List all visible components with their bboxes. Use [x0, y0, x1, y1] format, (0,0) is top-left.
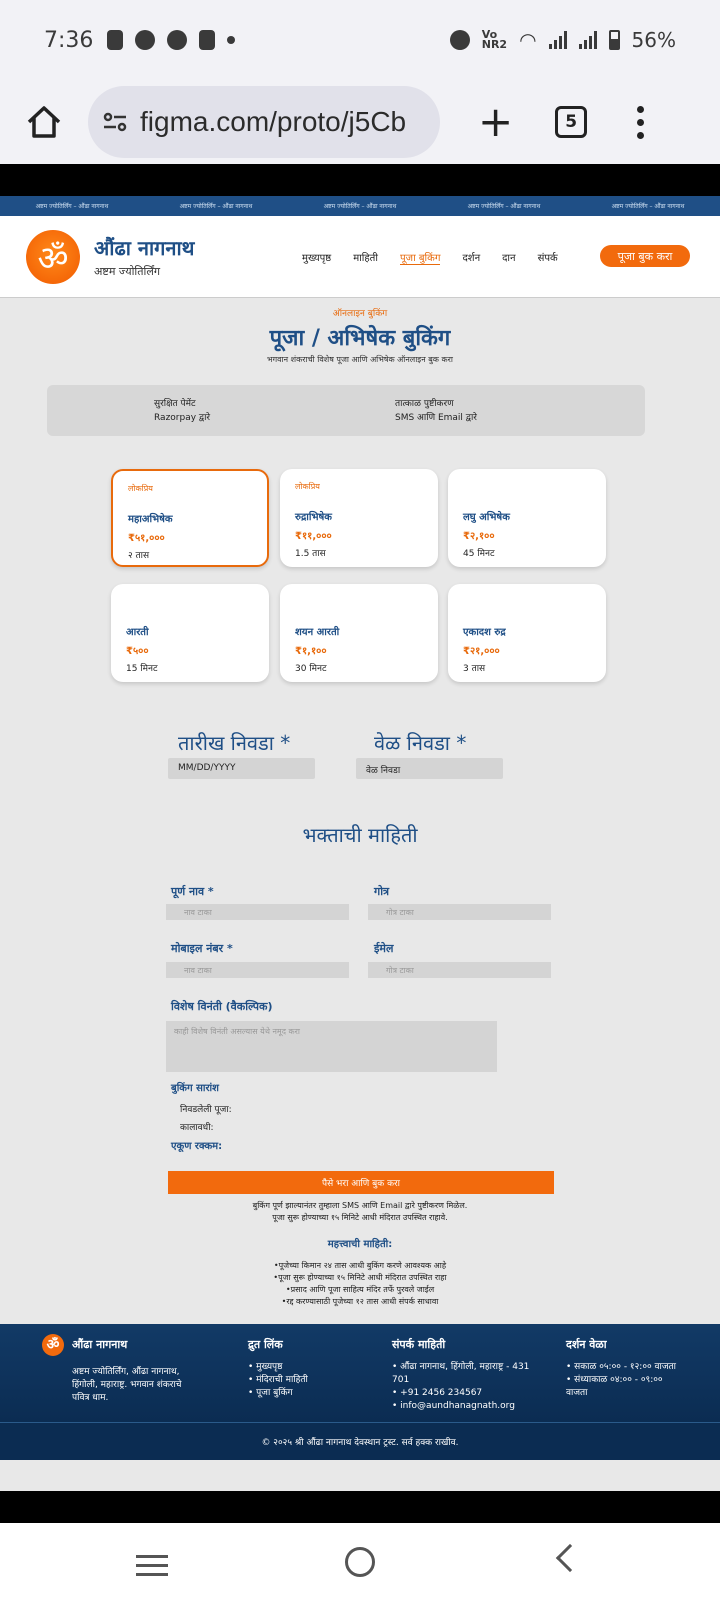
- footer-darshan-heading: दर्शन वेळा: [566, 1338, 607, 1351]
- ticker-item: अष्टम ज्योतिर्लिंग – औंढा नागनाथ: [35, 203, 109, 210]
- status-time: 7:36: [44, 27, 94, 53]
- more-menu-icon[interactable]: [637, 106, 644, 139]
- puja-duration: 3 तास: [463, 664, 486, 674]
- app-icon: [167, 30, 187, 50]
- puja-price: ₹२१,०००: [463, 646, 500, 657]
- signal-icon: [549, 31, 567, 49]
- summary-total: एकूण रक्कम:: [171, 1141, 223, 1152]
- url-text: figma.com/proto/j5Cb: [140, 106, 407, 137]
- summary-duration: कालावधी:: [180, 1123, 214, 1133]
- nav-darshan[interactable]: दर्शन: [462, 253, 481, 264]
- nav-puja-booking[interactable]: पूजा बुकिंग: [400, 250, 440, 265]
- puja-price: ₹१,१००: [295, 646, 327, 657]
- footer-phone[interactable]: • +91 2456 234567: [392, 1387, 532, 1400]
- ticker-item: अष्टम ज्योतिर्लिंग – औंढा नागनाथ: [323, 203, 397, 210]
- frame-bottom: [0, 1491, 720, 1523]
- puja-name: महाअभिषेक: [128, 514, 173, 525]
- footer-quick-links: [248, 1338, 308, 1400]
- app-icon-2: [199, 30, 215, 50]
- address-bar[interactable]: [88, 86, 440, 158]
- feature-title: सुरक्षित पेमेंट: [154, 399, 196, 409]
- om-logo-icon[interactable]: ॐ: [26, 230, 80, 284]
- footer-quick-heading: द्रुत लिंक: [248, 1338, 283, 1351]
- email-input[interactable]: गोत्र टाका: [368, 962, 551, 978]
- puja-duration: 45 मिनट: [463, 549, 495, 559]
- footer-contact: [392, 1338, 532, 1413]
- summary-heading: बुकिंग सारांश: [171, 1083, 219, 1094]
- puja-price: ₹२,१००: [463, 531, 495, 542]
- alarm-icon: [135, 30, 155, 50]
- devotee-heading: भक्ताची माहिती: [302, 823, 418, 847]
- back-icon[interactable]: [556, 1544, 584, 1572]
- nav-home[interactable]: मुख्यपृष्ठ: [302, 253, 332, 264]
- footer-link-puja-booking[interactable]: • पूजा बुकिंग: [248, 1387, 308, 1400]
- footer-contact-heading: संपर्क माहिती: [392, 1338, 446, 1351]
- page-subtitle: भगवान शंकराची विशेष पूजा आणि अभिषेक ऑनलाइन बुक करा: [267, 355, 453, 364]
- feature-title: तात्काळ पुष्टीकरण: [395, 399, 454, 409]
- footer-morning-time: • सकाळ ०५:०० - १२:०० वाजता: [566, 1361, 676, 1374]
- puja-card-rudrabhishek[interactable]: [280, 469, 438, 567]
- nav-donation[interactable]: दान: [502, 253, 516, 264]
- popular-badge: लोकप्रिय: [128, 484, 153, 493]
- puja-price: ₹५१,०००: [128, 533, 165, 544]
- name-input[interactable]: नाव टाका: [166, 904, 349, 920]
- puja-price: ₹५००: [126, 646, 149, 657]
- puja-duration: २ तास: [128, 551, 150, 561]
- top-ticker: [0, 196, 720, 216]
- footer-evening-time: • संध्याकाळ ०४:०० - ०९:०० वाजता: [566, 1374, 676, 1400]
- home-icon[interactable]: [24, 102, 64, 142]
- gotra-label: गोत्र: [374, 885, 390, 898]
- footer-about-line: हिंगोली, महाराष्ट्र. भगवान शंकराचे: [72, 1380, 182, 1390]
- brand-title: औंढा नागनाथ: [94, 236, 195, 260]
- puja-duration: 30 मिनट: [295, 664, 327, 674]
- popular-badge: लोकप्रिय: [295, 482, 320, 491]
- dot-icon: [227, 36, 235, 44]
- footer-brand: औंढा नागनाथ: [72, 1338, 128, 1351]
- om-logo-icon: ॐ: [42, 1334, 64, 1356]
- brand-subtitle: अष्टम ज्योतिर्लिंग: [94, 265, 161, 278]
- puja-card-aarti[interactable]: [111, 584, 269, 682]
- footer-darshan-times: [566, 1338, 676, 1400]
- puja-duration: 1.5 तास: [295, 549, 326, 559]
- recents-icon[interactable]: [136, 1555, 168, 1576]
- important-item: •रद्द करण्यासाठी पूजेच्या १२ तास आधी संपर्क साधावा: [281, 1297, 439, 1306]
- brand[interactable]: [94, 234, 194, 279]
- web-page: [0, 196, 720, 1491]
- page-title: पूजा / अभिषेक बुकिंग: [269, 326, 451, 351]
- ticker-item: अष्टम ज्योतिर्लिंग – औंढा नागनाथ: [611, 203, 685, 210]
- frame-top: [0, 164, 720, 196]
- time-select[interactable]: वेळ निवडा: [356, 758, 503, 779]
- nav-contact[interactable]: संपर्क: [537, 253, 558, 264]
- features-bar: [47, 385, 645, 436]
- signal-icon: [579, 31, 597, 49]
- confirmation-note: बुकिंग पूर्ण झाल्यानंतर तुम्हाला SMS आणि Email द्वारे पुष्टीकरण मिळेल.: [252, 1201, 468, 1210]
- special-request-textarea[interactable]: काही विशेष विनंती असल्यास येथे नमूद करा: [166, 1021, 497, 1072]
- date-input[interactable]: MM/DD/YYYY: [168, 758, 315, 779]
- puja-name: रुद्राभिषेक: [295, 512, 332, 523]
- ticker-item: अष्टम ज्योतिर्लिंग – औंढा नागनाथ: [179, 203, 253, 210]
- pay-and-book-button[interactable]: पैसे भरा आणि बुक करा: [168, 1171, 554, 1194]
- important-item: •पूजा सुरू होण्याच्या १५ मिनिटे आधी मंदिरात उपस्थित राहा: [273, 1273, 447, 1282]
- footer-about-line: अष्टम ज्योतिर्लिंग, औंढा नागनाथ,: [72, 1367, 180, 1377]
- footer-link-temple-info[interactable]: • मंदिराची माहिती: [248, 1374, 308, 1387]
- puja-name: शयन आरती: [295, 627, 340, 638]
- book-puja-button[interactable]: पूजा बुक करा: [600, 245, 690, 267]
- puja-card-mahaabhishek[interactable]: [111, 469, 269, 567]
- wifi-icon: ◠: [519, 28, 537, 52]
- mobile-label: मोबाइल नंबर *: [171, 942, 233, 955]
- feature-secure-payment: [154, 397, 210, 425]
- important-item: •पूजेच्या किमान २४ तास आधी बुकिंग करणे आवश्यक आहे: [273, 1261, 447, 1270]
- puja-price: ₹११,०००: [295, 531, 332, 542]
- ticker-item: अष्टम ज्योतिर्लिंग – औंढा नागनाथ: [467, 203, 541, 210]
- footer-email[interactable]: • info@aundhanagnath.org: [392, 1400, 532, 1413]
- site-settings-icon[interactable]: [102, 109, 128, 135]
- main-nav: [302, 250, 558, 265]
- alarm-icon: [450, 30, 470, 50]
- puja-name: एकादश रुद्र: [463, 627, 506, 638]
- new-tab-button[interactable]: +: [478, 97, 514, 146]
- battery-icon: [609, 30, 620, 50]
- site-footer: [0, 1324, 720, 1422]
- site-header: [0, 216, 720, 298]
- puja-card-laghu-abhishek[interactable]: [448, 469, 606, 567]
- puja-duration: 15 मिनट: [126, 664, 158, 674]
- puja-card-shayan-aarti[interactable]: [280, 584, 438, 682]
- important-item: •प्रसाद आणि पूजा साहित्य मंदिर तर्फे पुरवले जाईल: [285, 1285, 435, 1294]
- chat-icon: [107, 30, 123, 50]
- feature-detail: SMS आणि Email द्वारे: [395, 413, 477, 423]
- date-label: तारीख निवडा *: [178, 731, 291, 755]
- tab-switcher-button[interactable]: 5: [555, 106, 587, 138]
- copyright: © २०२५ श्री औंढा नागनाथ देवस्थान ट्रस्ट. सर्व हक्क राखीव.: [0, 1422, 720, 1460]
- summary-selected-puja: निवडलेली पूजा:: [180, 1105, 232, 1115]
- email-label: ईमेल: [374, 942, 394, 955]
- system-nav-bar: [0, 1523, 720, 1600]
- browser-toolbar: [0, 80, 720, 164]
- feature-instant-confirmation: [395, 397, 477, 425]
- footer-address: • औंढा नागनाथ, हिंगोली, महाराष्ट्र - 431 701: [392, 1361, 532, 1387]
- nav-info[interactable]: माहिती: [353, 253, 378, 264]
- footer-about: [42, 1334, 182, 1405]
- important-heading: महत्त्वाची माहिती:: [327, 1239, 393, 1250]
- footer-link-home[interactable]: • मुख्यपृष्ठ: [248, 1361, 308, 1374]
- puja-card-ekadash-rudra[interactable]: [448, 584, 606, 682]
- name-label: पूर्ण नाव *: [171, 885, 214, 898]
- arrival-note: पूजा सुरू होण्याच्या १५ मिनिटे आधी मंदिरात उपस्थित राहावे.: [272, 1213, 448, 1222]
- volte-icon: Vo NR2: [481, 28, 508, 51]
- mobile-input[interactable]: नाव टाका: [166, 962, 349, 978]
- section-kicker: ऑनलाइन बुकिंग: [332, 309, 388, 319]
- gotra-input[interactable]: गोत्र टाका: [368, 904, 551, 920]
- puja-name: लघु अभिषेक: [463, 512, 510, 523]
- feature-detail: Razorpay द्वारे: [154, 413, 211, 423]
- puja-name: आरती: [126, 627, 149, 638]
- time-label: वेळ निवडा *: [374, 731, 467, 755]
- home-button-icon[interactable]: [345, 1547, 375, 1577]
- battery-percent: 56%: [631, 28, 676, 52]
- status-bar: [0, 0, 720, 80]
- request-label: विशेष विनंती (वैकल्पिक): [171, 1000, 273, 1013]
- footer-about-line: पवित्र धाम.: [72, 1393, 109, 1403]
